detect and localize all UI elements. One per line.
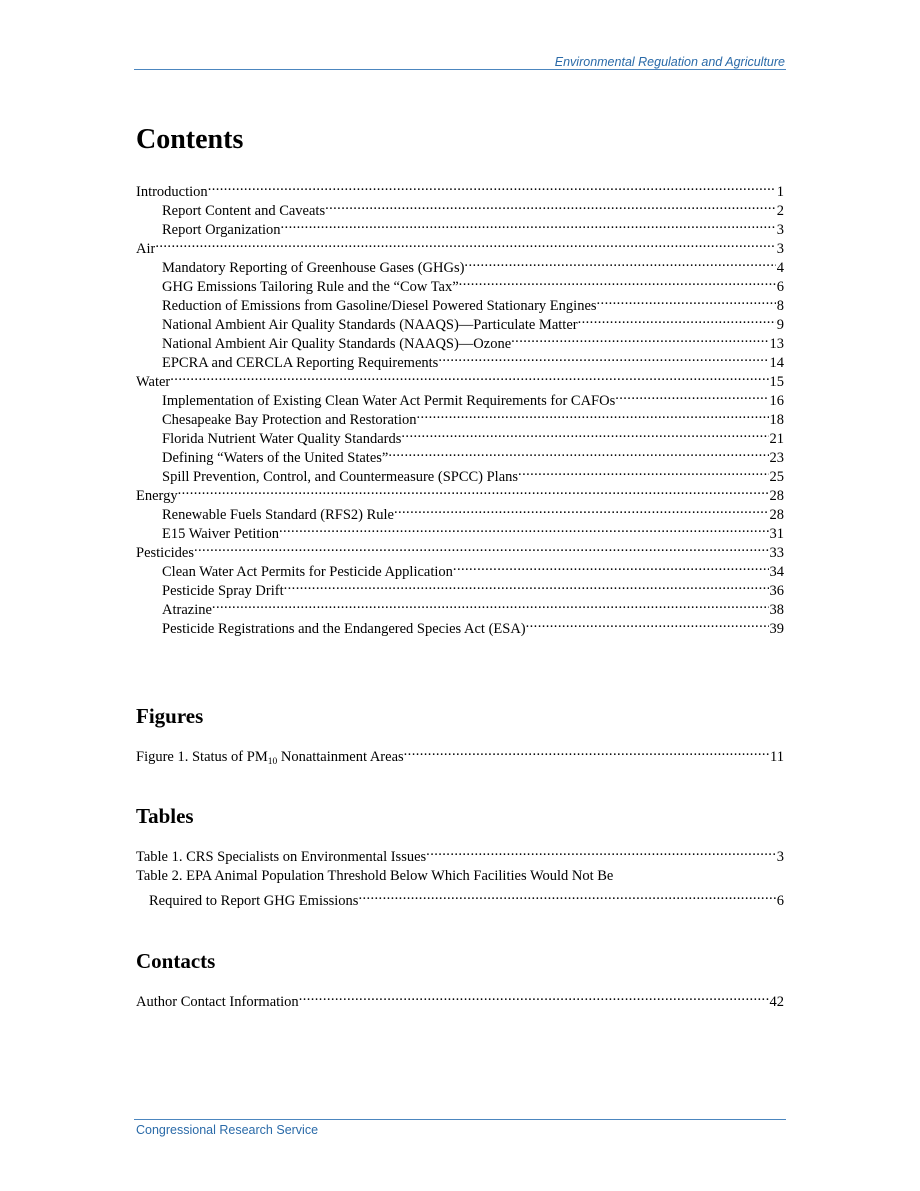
toc-entry-report-content[interactable]: Report Content and Caveats ..... 2 <box>136 196 784 215</box>
toc-entry-naaqs-ozone[interactable]: National Ambient Air Quality Standards (NAAQS)—Ozone ..... 13 <box>136 329 784 348</box>
contact-entry-author[interactable]: Author Contact Information ..... 42 <box>136 987 784 1006</box>
toc-entry-atrazine[interactable]: Atrazine ..... 38 <box>136 595 784 614</box>
figures-list <box>136 742 784 767</box>
table-entry-line2: Required to Report GHG Emissions ..... 6 <box>136 886 784 905</box>
toc-entry-ghg-reporting[interactable]: Mandatory Reporting of Greenhouse Gases (GHGs) ..... 4 <box>136 253 784 272</box>
header-rule <box>134 69 786 70</box>
contacts-list <box>136 987 784 1010</box>
toc-entry-naaqs-pm[interactable]: National Ambient Air Quality Standards (NAAQS)—Particulate Matter ..... 9 <box>136 310 784 329</box>
toc-entry-florida-nutrient[interactable]: Florida Nutrient Water Quality Standards ..... 21 <box>136 424 784 443</box>
contents-heading: Contents <box>136 124 244 155</box>
running-header: Environmental Regulation and Agriculture <box>554 55 785 69</box>
toc-entry-report-organization[interactable]: Report Organization ..... 3 <box>136 215 784 234</box>
tables-list <box>136 842 784 909</box>
toc-entry-introduction[interactable]: Introduction ..... 1 <box>136 177 784 196</box>
toc-entry-pesticide-permits[interactable]: Clean Water Act Permits for Pesticide Application ..... 34 <box>136 557 784 576</box>
figure-entry-pm10[interactable]: Figure 1. Status of $PM_{10}$ Nonattainment Areas ..... 11 <box>136 742 784 761</box>
toc-entry-tailoring-rule[interactable]: GHG Emissions Tailoring Rule and the “Cow Tax” ..... 6 <box>136 272 784 291</box>
toc-entry-epcra-cercla[interactable]: EPCRA and CERCLA Reporting Requirements ..... 14 <box>136 348 784 367</box>
toc-entry-cafo-permits[interactable]: Implementation of Existing Clean Water Act Permit Requirements for CAFOs ..... 16 <box>136 386 784 405</box>
toc-entry-esa[interactable]: Pesticide Registrations and the Endangered Species Act (ESA) ..... 39 <box>136 614 784 633</box>
toc-entry-spray-drift[interactable]: Pesticide Spray Drift ..... 36 <box>136 576 784 595</box>
contents-list <box>136 177 784 637</box>
footer-org: Congressional Research Service <box>136 1123 319 1137</box>
footer-rule <box>134 1119 786 1120</box>
toc-entry-rfs2[interactable]: Renewable Fuels Standard (RFS2) Rule ..... 28 <box>136 500 784 519</box>
contacts-heading: Contacts <box>136 949 216 973</box>
toc-entry-water[interactable]: Water ..... 15 <box>136 367 784 386</box>
toc-entry-e15[interactable]: E15 Waiver Petition ..... 31 <box>136 519 784 538</box>
toc-entry-stationary-engines[interactable]: Reduction of Emissions from Gasoline/Diesel Powered Stationary Engines ..... 8 <box>136 291 784 310</box>
toc-entry-chesapeake[interactable]: Chesapeake Bay Protection and Restoration ..... 18 <box>136 405 784 424</box>
toc-entry-spcc[interactable]: Spill Prevention, Control, and Countermeasure (SPCC) Plans ..... 25 <box>136 462 784 481</box>
toc-entry-waters-us[interactable]: Defining “Waters of the United States” ..... 23 <box>136 443 784 462</box>
figures-heading: Figures <box>136 704 204 728</box>
table-entry-line1: Table 2. EPA Animal Population Threshold Below Which Facilities Would Not Be <box>136 868 614 884</box>
table-entry-crs-specialists[interactable]: Table 1. CRS Specialists on Environmental Issues ..... 3 <box>136 842 784 861</box>
toc-entry-energy[interactable]: Energy ..... 28 <box>136 481 784 500</box>
toc-entry-pesticides[interactable]: Pesticides ..... 33 <box>136 538 784 557</box>
toc-entry-air[interactable]: Air ..... 3 <box>136 234 784 253</box>
tables-heading: Tables <box>136 804 194 828</box>
table-entry-animal-threshold[interactable] <box>136 867 784 909</box>
